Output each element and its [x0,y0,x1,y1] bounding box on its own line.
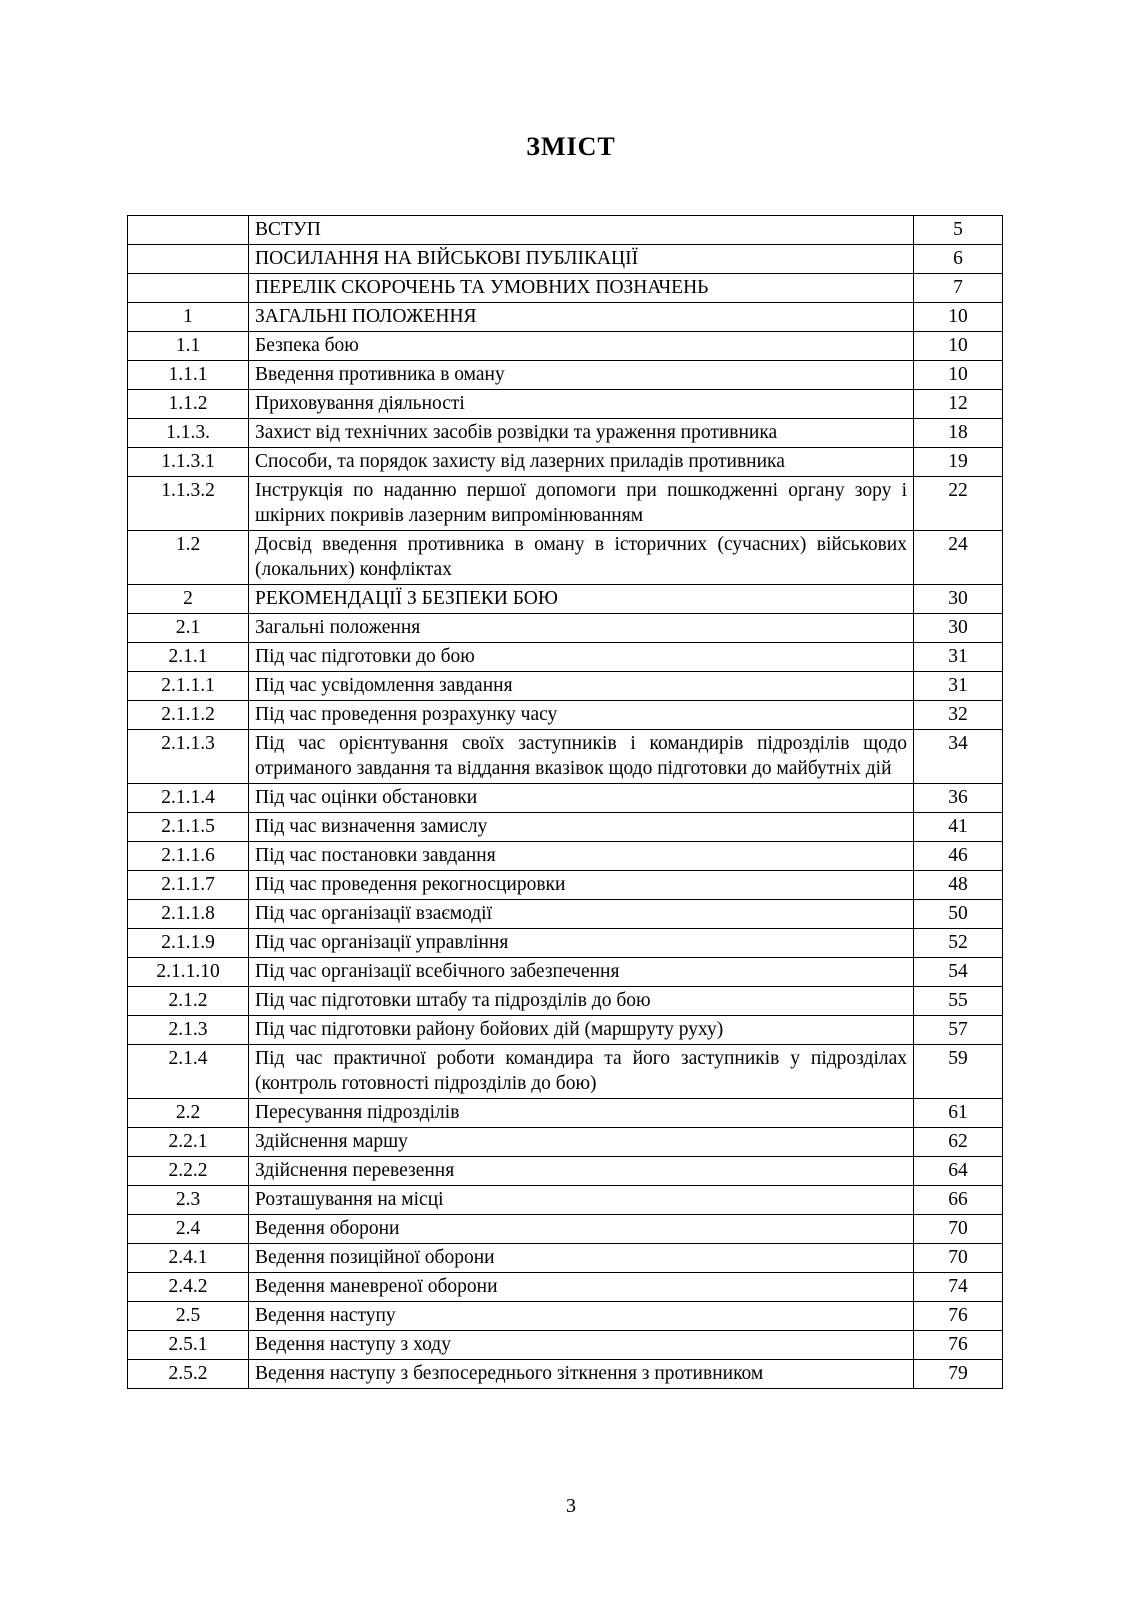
table-row [128,1331,1003,1360]
row-page: 79 [914,1360,1003,1389]
row-number: 2.5.1 [128,1331,249,1360]
row-title: Під час організації всебічного забезпечення [249,958,914,987]
table-row [128,1157,1003,1186]
row-title: Інструкція по наданню першої допомоги при пошкодженні органу зору і шкірних покривів лазерним випромінюванням [249,477,914,531]
row-title: Досвід введення противника в оману в історичних (сучасних) військових (локальних) конфліктах [249,531,914,585]
row-title: Під час підготовки району бойових дій (маршруту руху) [249,1016,914,1045]
row-title: Здійснення маршу [249,1128,914,1157]
row-title: ВСТУП [249,216,914,245]
row-title: ЗАГАЛЬНІ ПОЛОЖЕННЯ [249,303,914,332]
table-row [128,245,1003,274]
table-row [128,419,1003,448]
row-page: 30 [914,614,1003,643]
row-title: Ведення оборони [249,1215,914,1244]
row-title: Під час оцінки обстановки [249,784,914,813]
row-page: 76 [914,1331,1003,1360]
row-page: 61 [914,1099,1003,1128]
row-number: 1.1.3.2 [128,477,249,531]
row-title: Безпека бою [249,332,914,361]
row-number: 2.1.1.2 [128,701,249,730]
row-title: Ведення наступу з ходу [249,1331,914,1360]
row-number: 2.1.1.5 [128,813,249,842]
row-title: Під час організації взаємодії [249,900,914,929]
row-title: Пересування підрозділів [249,1099,914,1128]
table-row [128,701,1003,730]
row-title: Введення противника в оману [249,361,914,390]
row-number: 2.1.1.10 [128,958,249,987]
row-number: 2.5 [128,1302,249,1331]
row-number: 2.4 [128,1215,249,1244]
table-row [128,900,1003,929]
row-page: 50 [914,900,1003,929]
row-title: Під час підготовки штабу та підрозділів до бою [249,987,914,1016]
row-title: Здійснення перевезення [249,1157,914,1186]
row-title: Під час організації управління [249,929,914,958]
row-title: Під час практичної роботи командира та його заступників у підрозділах (контроль готовності підрозділів до бою) [249,1045,914,1099]
row-number: 1 [128,303,249,332]
row-title: Захист від технічних засобів розвідки та ураження противника [249,419,914,448]
row-page: 74 [914,1273,1003,1302]
table-row [128,1099,1003,1128]
table-row [128,1016,1003,1045]
row-page: 24 [914,531,1003,585]
row-page: 10 [914,332,1003,361]
row-title: Розташування на місці [249,1186,914,1215]
row-title: Під час проведення розрахунку часу [249,701,914,730]
row-page: 7 [914,274,1003,303]
row-number [128,216,249,245]
row-page: 19 [914,448,1003,477]
row-number: 2.2 [128,1099,249,1128]
row-title: Приховування діяльності [249,390,914,419]
row-page: 30 [914,585,1003,614]
table-row [128,361,1003,390]
row-number: 2.1.1 [128,643,249,672]
page-title: ЗМІСТ [526,132,616,161]
row-page: 32 [914,701,1003,730]
row-title: Під час усвідомлення завдання [249,672,914,701]
table-row [128,1186,1003,1215]
row-page: 10 [914,303,1003,332]
row-title: Ведення маневреної оборони [249,1273,914,1302]
row-page: 70 [914,1244,1003,1273]
row-number: 2.4.2 [128,1273,249,1302]
row-number: 2.2.2 [128,1157,249,1186]
row-number: 1.1 [128,332,249,361]
row-page: 5 [914,216,1003,245]
row-number: 2.1.2 [128,987,249,1016]
table-row [128,531,1003,585]
table-row [128,614,1003,643]
row-title: Під час підготовки до бою [249,643,914,672]
row-title: Ведення позиційної оборони [249,1244,914,1273]
row-title: Ведення наступу з безпосереднього зіткнення з противником [249,1360,914,1389]
table-row [128,1045,1003,1099]
row-number: 2.1.1.6 [128,842,249,871]
table-row [128,1128,1003,1157]
row-page: 34 [914,730,1003,784]
row-number: 2.1.1.8 [128,900,249,929]
row-page: 55 [914,987,1003,1016]
table-row [128,643,1003,672]
row-page: 36 [914,784,1003,813]
row-page: 18 [914,419,1003,448]
row-number: 2.1 [128,614,249,643]
row-page: 31 [914,672,1003,701]
row-page: 59 [914,1045,1003,1099]
row-number [128,274,249,303]
row-page: 41 [914,813,1003,842]
table-of-contents [127,215,1003,1389]
table-row [128,216,1003,245]
row-page: 57 [914,1016,1003,1045]
table-row [128,1244,1003,1273]
row-number: 1.1.3.1 [128,448,249,477]
row-page: 62 [914,1128,1003,1157]
row-page: 70 [914,1215,1003,1244]
row-number: 2.1.1.4 [128,784,249,813]
row-number: 1.1.2 [128,390,249,419]
row-title: Під час проведення рекогносцировки [249,871,914,900]
row-number: 2.2.1 [128,1128,249,1157]
row-title: Ведення наступу [249,1302,914,1331]
row-number: 2.5.2 [128,1360,249,1389]
row-title: ПОСИЛАННЯ НА ВІЙСЬКОВІ ПУБЛІКАЦІЇ [249,245,914,274]
row-number: 2 [128,585,249,614]
table-row [128,842,1003,871]
row-page: 48 [914,871,1003,900]
row-page: 46 [914,842,1003,871]
row-number: 2.1.4 [128,1045,249,1099]
table-row [128,929,1003,958]
row-title: Під час постановки завдання [249,842,914,871]
table-row [128,871,1003,900]
row-title: Під час орієнтування своїх заступників і командирів підрозділів щодо отриманого завдання та віддання вказівок щодо підготовки до майбутніх дій [249,730,914,784]
row-page: 76 [914,1302,1003,1331]
row-number: 2.1.1.9 [128,929,249,958]
table-row [128,1273,1003,1302]
row-number: 1.2 [128,531,249,585]
row-page: 64 [914,1157,1003,1186]
row-number: 2.4.1 [128,1244,249,1273]
table-row [128,274,1003,303]
row-number [128,245,249,274]
table-row [128,730,1003,784]
table-row [128,1215,1003,1244]
table-row [128,477,1003,531]
table-row [128,958,1003,987]
row-page: 54 [914,958,1003,987]
table-row [128,303,1003,332]
row-title: Способи, та порядок захисту від лазерних приладів противника [249,448,914,477]
table-row [128,448,1003,477]
row-number: 2.1.3 [128,1016,249,1045]
row-number: 1.1.1 [128,361,249,390]
row-number: 2.1.1.1 [128,672,249,701]
toc-body [128,216,1003,1389]
row-title: Під час визначення замислу [249,813,914,842]
row-number: 2.3 [128,1186,249,1215]
row-page: 31 [914,643,1003,672]
footer-page-number: 3 [566,1495,576,1517]
table-row [128,813,1003,842]
row-page: 10 [914,361,1003,390]
row-title: Загальні положення [249,614,914,643]
row-page: 22 [914,477,1003,531]
table-row [128,332,1003,361]
row-title: ПЕРЕЛІК СКОРОЧЕНЬ ТА УМОВНИХ ПОЗНАЧЕНЬ [249,274,914,303]
table-row [128,672,1003,701]
row-title: РЕКОМЕНДАЦІЇ З БЕЗПЕКИ БОЮ [249,585,914,614]
row-number: 1.1.3. [128,419,249,448]
table-row [128,585,1003,614]
table-row [128,1302,1003,1331]
table-row [128,1360,1003,1389]
row-page: 12 [914,390,1003,419]
table-row [128,987,1003,1016]
row-page: 6 [914,245,1003,274]
row-number: 2.1.1.3 [128,730,249,784]
row-number: 2.1.1.7 [128,871,249,900]
row-page: 52 [914,929,1003,958]
row-page: 66 [914,1186,1003,1215]
table-row [128,784,1003,813]
table-row [128,390,1003,419]
